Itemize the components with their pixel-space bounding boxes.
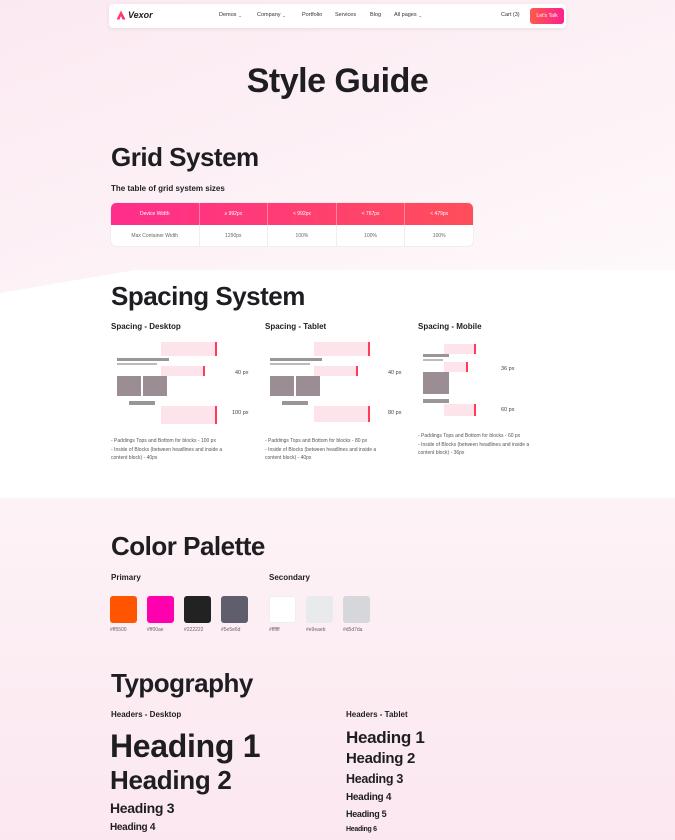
note-line: - Paddings Tops and Bottom for blocks - 100 px (111, 438, 216, 444)
note-line: - Inside of Blocks (between headlines and inside a content block) - 36px (418, 441, 530, 456)
nav-item-portfolio[interactable] (302, 12, 322, 18)
tablet-heading-5: Heading 5 (346, 809, 387, 819)
color-swatch (306, 596, 333, 623)
content-block (143, 376, 167, 396)
table-header-cell: Device Width (140, 211, 170, 217)
background-bottom (0, 498, 675, 840)
table-header-cell: < 479px (404, 203, 473, 225)
typography-section-title: Typography (111, 668, 253, 698)
desktop-heading-3: Heading 3 (110, 800, 175, 816)
top-nav (109, 4, 566, 28)
logo-icon (116, 10, 126, 20)
primary-label: Primary (111, 573, 141, 582)
lets-talk-button[interactable]: Let's Talk (530, 8, 564, 24)
swatch-label: #ff00ae (147, 627, 164, 633)
nav-label: Demos (219, 12, 237, 18)
table-header-cell: ≥ 992px (199, 203, 268, 225)
outer-spacing-label: 60 px (501, 407, 515, 413)
headers-tablet-label: Headers - Tablet (346, 710, 408, 719)
spacing-mobile-title: Spacing - Mobile (418, 322, 482, 331)
nav-label: Blog (370, 12, 382, 18)
spacing-tablet-title: Spacing - Tablet (265, 322, 327, 331)
spacing-band (314, 406, 370, 422)
table-row (111, 225, 473, 247)
nav-label: All pages (394, 12, 417, 18)
table-cell: 100% (336, 225, 405, 247)
spacing-band (314, 342, 370, 356)
spacing-marker (474, 404, 476, 416)
spacing-marker (215, 406, 217, 424)
spacing-marker (215, 342, 217, 356)
table-cell: 1290px (199, 225, 268, 247)
logo[interactable] (116, 10, 153, 20)
swatch-label: #222222 (184, 627, 204, 633)
nav-item-company[interactable] (257, 12, 286, 18)
swatch-label: #d5d7da (343, 627, 363, 633)
content-block (117, 376, 141, 396)
spacing-marker (356, 366, 358, 376)
inner-spacing-label: 40 px (235, 370, 249, 376)
secondary-label: Secondary (269, 573, 310, 582)
table-cell: 100% (267, 225, 336, 247)
chevron-down-icon: ⌄ (238, 12, 242, 18)
table-header-row (111, 203, 473, 225)
cart-link[interactable]: Cart (3) (501, 12, 520, 18)
nav-item-all-pages[interactable] (394, 12, 422, 18)
spacing-desktop-diagram (113, 340, 217, 425)
spacing-mobile-notes (418, 432, 546, 458)
nav-item-blog[interactable] (370, 12, 381, 18)
color-swatch (110, 596, 137, 623)
spacing-band (444, 404, 476, 416)
nav-label: Services (335, 12, 357, 18)
spacing-band (314, 366, 358, 376)
chevron-down-icon: ⌄ (418, 12, 422, 18)
headline-bar (270, 358, 322, 361)
spacing-marker (368, 342, 370, 356)
table-cell: Max Container Width (131, 233, 179, 239)
spacing-section-title: Spacing System (111, 281, 305, 311)
palette-section-title: Color Palette (111, 531, 265, 561)
grid-table (110, 202, 474, 247)
spacing-desktop-title: Spacing - Desktop (111, 322, 181, 331)
button-bar (129, 401, 155, 405)
color-swatch (147, 596, 174, 623)
spacing-marker (466, 362, 468, 372)
note-line: - Paddings Tops and Bottom for blocks - 80 px (265, 438, 368, 444)
nav-label: Portfolio (302, 12, 323, 18)
table-cell: 100% (404, 225, 473, 247)
page-title: Style Guide (246, 62, 429, 100)
spacing-band (161, 406, 217, 424)
swatch-label: #5e5e6d (221, 627, 241, 633)
spacing-band (444, 344, 476, 354)
table-header-cell: < 992px (267, 203, 336, 225)
desktop-heading-2: Heading 2 (110, 765, 232, 795)
spacing-marker (474, 344, 476, 354)
spacing-desktop-notes (111, 437, 239, 463)
spacing-marker (368, 406, 370, 422)
content-block (423, 372, 449, 394)
nav-label: Company (257, 12, 281, 18)
headers-desktop-label: Headers - Desktop (111, 710, 182, 719)
grid-subtitle: The table of grid system sizes (111, 184, 225, 193)
inner-spacing-label: 36 px (501, 366, 515, 372)
nav-item-demos[interactable] (219, 12, 242, 18)
desktop-heading-4: Heading 4 (110, 822, 156, 833)
desktop-heading-1: Heading 1 (110, 728, 261, 764)
spacing-marker (203, 366, 205, 376)
tablet-heading-3: Heading 3 (346, 772, 404, 786)
text-bar (270, 363, 310, 365)
swatch-label: #e9eaeb (306, 627, 326, 633)
color-swatch (221, 596, 248, 623)
headline-bar (117, 358, 169, 361)
chevron-down-icon: ⌄ (282, 12, 286, 18)
spacing-mobile-diagram (420, 340, 476, 425)
spacing-band (161, 366, 205, 376)
tablet-heading-4: Heading 4 (346, 792, 392, 803)
inner-spacing-label: 40 px (388, 370, 402, 376)
nav-item-services[interactable] (335, 12, 356, 18)
logo-text: Vexor (128, 10, 153, 20)
tablet-heading-2: Heading 2 (346, 750, 415, 767)
color-swatch (343, 596, 370, 623)
tablet-heading-1: Heading 1 (346, 728, 425, 747)
color-swatch (184, 596, 211, 623)
text-bar (423, 359, 443, 361)
note-line: - Paddings Tops and Bottom for blocks - 60 px (418, 433, 521, 439)
swatch-label: #ff5500 (110, 627, 127, 633)
outer-spacing-label: 100 px (232, 410, 249, 416)
note-line: - Inside of Blocks (between headlines and inside a content block) - 40px (111, 446, 223, 461)
button-bar (423, 399, 449, 403)
spacing-tablet-notes (265, 437, 393, 463)
table-header-cell: < 767px (336, 203, 405, 225)
button-bar (282, 401, 308, 405)
note-line: - Inside of Blocks (between headlines and inside a content block) - 40px (265, 446, 377, 461)
content-block (270, 376, 294, 396)
color-swatch (269, 596, 296, 623)
tablet-heading-6: Heading 6 (346, 826, 377, 833)
headline-bar (423, 354, 449, 357)
content-block (296, 376, 320, 396)
spacing-band (161, 342, 217, 356)
swatch-label: #ffffff (269, 627, 280, 633)
text-bar (117, 363, 157, 365)
outer-spacing-label: 80 px (388, 410, 402, 416)
spacing-band (444, 362, 468, 372)
grid-section-title: Grid System (111, 142, 259, 172)
spacing-tablet-diagram (266, 340, 370, 425)
